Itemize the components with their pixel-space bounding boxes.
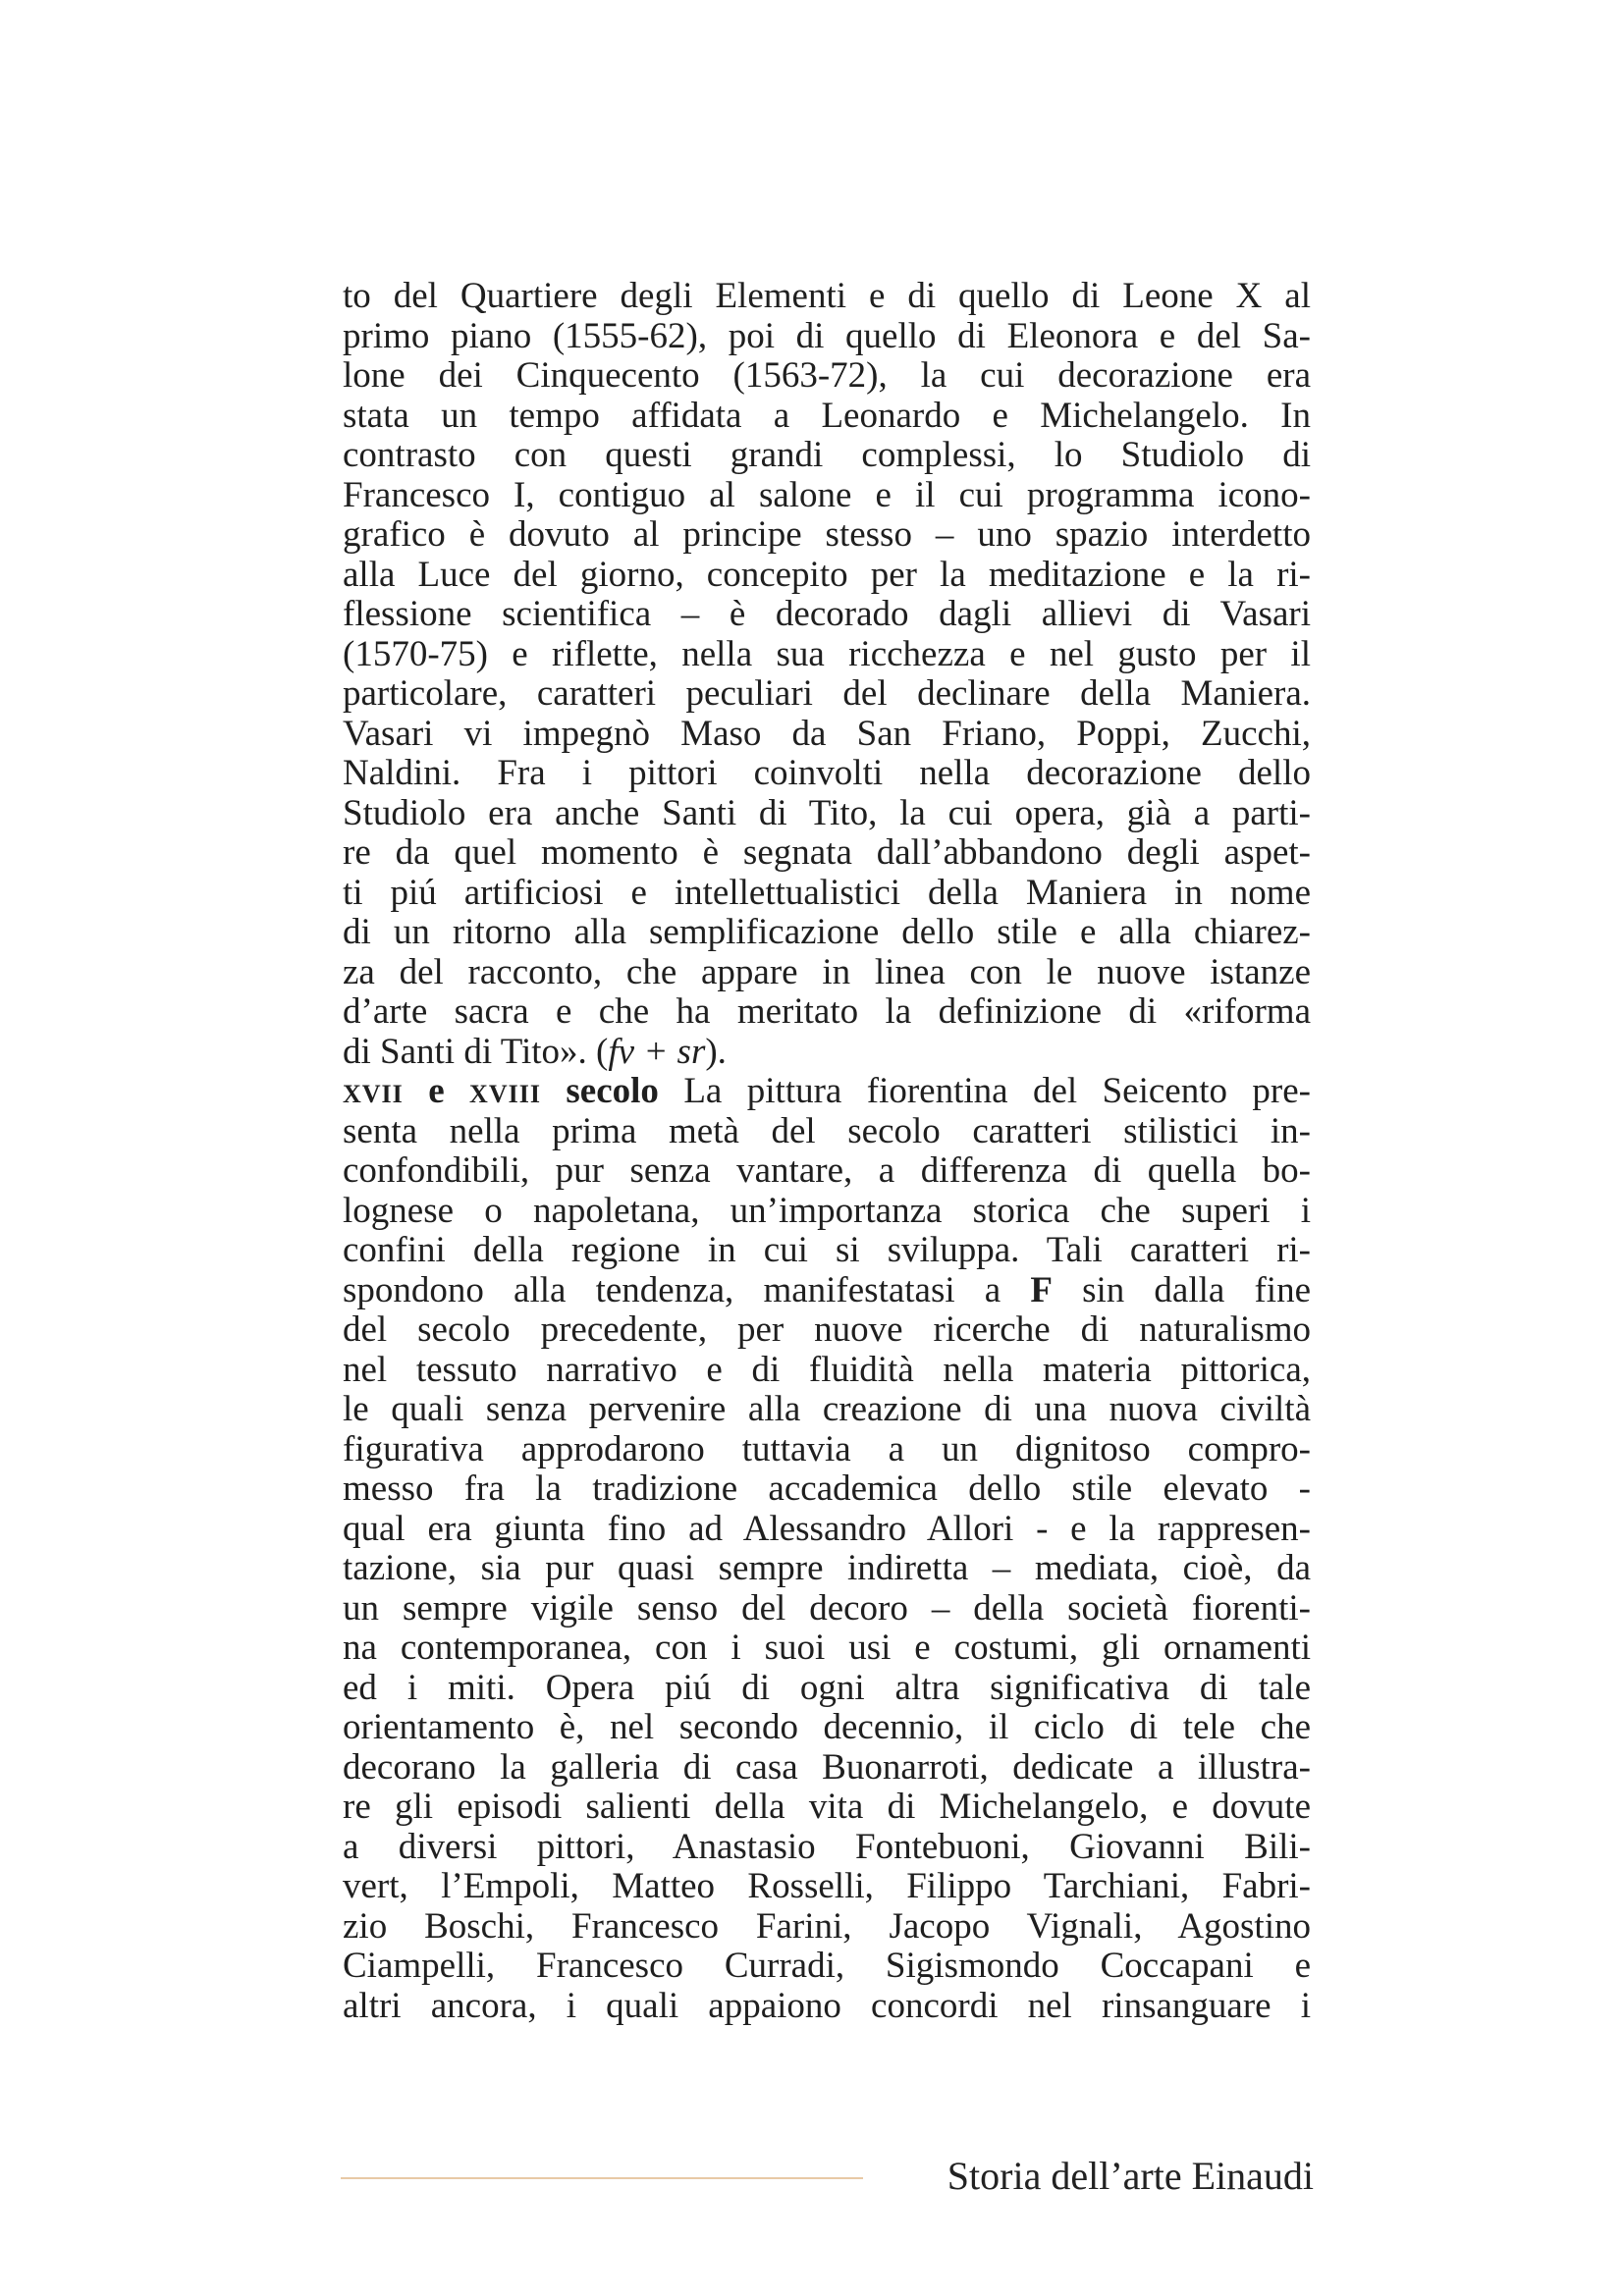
footer-title: Storia dell’arte Einaudi bbox=[947, 2154, 1314, 2198]
text-line: decorano la galleria di casa Buonarroti, dedicate a illustra- bbox=[343, 1746, 1311, 1788]
text-line: vert, l’Empoli, Matteo Rosselli, Filippo Tarchiani, Fabri- bbox=[343, 1866, 1311, 1906]
section-heading: e bbox=[403, 1071, 470, 1111]
text-line: a diversi pittori, Anastasio Fontebuoni, Giovanni Bili- bbox=[343, 1826, 1311, 1867]
text-segment: La pittura fiorentina del Seicento pre- bbox=[683, 1071, 1311, 1111]
text-line: alla Luce del giorno, concepito per la meditazione e la ri- bbox=[343, 554, 1311, 595]
section-heading: xviii bbox=[469, 1071, 541, 1111]
text-line bbox=[343, 1271, 1311, 1311]
text-line: re gli episodi salienti della vita di Michelangelo, e dovute bbox=[343, 1787, 1311, 1827]
text-line: le quali senza pervenire alla creazione di una nuova civiltà bbox=[343, 1389, 1311, 1429]
section-heading: xvii bbox=[343, 1071, 404, 1111]
text-line: confini della regione in cui si sviluppa. Tali caratteri ri- bbox=[343, 1230, 1311, 1270]
text-line: Ciampelli, Francesco Curradi, Sigismondo Coccapani e bbox=[343, 1946, 1311, 1986]
text-line: re da quel momento è segnata dall’abbandono degli aspet- bbox=[343, 832, 1311, 873]
text-line: messo fra la tradizione accademica dello stile elevato - bbox=[343, 1468, 1311, 1509]
text-line: lognese o napoletana, un’importanza storica che superi i bbox=[343, 1190, 1311, 1231]
place-abbrev: F bbox=[1030, 1269, 1053, 1310]
text-line: za del racconto, che appare in linea con le nuove istanze bbox=[343, 951, 1311, 992]
text-line: stata un tempo affidata a Leonardo e Michelangelo. In bbox=[343, 395, 1311, 436]
text-line bbox=[343, 1072, 1311, 1112]
text-line: primo piano (1555-62), poi di quello di Eleonora e del Sa- bbox=[343, 315, 1311, 356]
text-line: ed i miti. Opera piú di ogni altra significativa di tale bbox=[343, 1667, 1311, 1708]
text-line: senta nella prima metà del secolo caratteri stilistici in- bbox=[343, 1110, 1311, 1151]
text-line: di un ritorno alla semplificazione dello stile e alla chiarez- bbox=[343, 912, 1311, 952]
text-line: Studiolo era anche Santi di Tito, la cui opera, già a parti- bbox=[343, 792, 1311, 833]
text-line: tazione, sia pur quasi sempre indiretta – mediata, cioè, da bbox=[343, 1548, 1311, 1588]
text-segment: ). bbox=[705, 1031, 727, 1072]
text-line: d’arte sacra e che ha meritato la definizione di «riforma bbox=[343, 991, 1311, 1032]
text-line: grafico è dovuto al principe stesso – uno spazio interdetto bbox=[343, 514, 1311, 555]
text-line: altri ancora, i quali appaiono concordi nel rinsanguare i bbox=[343, 1985, 1311, 2026]
text-line: particolare, caratteri peculiari del declinare della Maniera. bbox=[343, 673, 1311, 714]
text-line: figurativa approdarono tuttavia a un dignitoso compro- bbox=[343, 1428, 1311, 1469]
section-heading: secolo bbox=[540, 1071, 684, 1111]
author-initials: fv + sr bbox=[608, 1031, 706, 1072]
footer-rule bbox=[341, 2177, 863, 2179]
text-line: confondibili, pur senza vantare, a differenza di quella bo- bbox=[343, 1150, 1311, 1191]
text-line: un sempre vigile senso del decoro – della società fiorenti- bbox=[343, 1587, 1311, 1629]
text-line: to del Quartiere degli Elementi e di quello di Leone X al bbox=[343, 276, 1311, 316]
text-line: nel tessuto narrativo e di fluidità nella materia pittorica, bbox=[343, 1349, 1311, 1390]
text-segment: di Santi di Tito». ( bbox=[343, 1031, 609, 1072]
text-line: flessione scientifica – è decorado dagli allievi di Vasari bbox=[343, 594, 1311, 634]
body-text bbox=[343, 277, 1311, 2026]
text-line: (1570-75) e riflette, nella sua ricchezza e nel gusto per il bbox=[343, 633, 1311, 674]
text-segment: spondono alla tendenza, manifestatasi a bbox=[343, 1269, 1031, 1310]
text-line: qual era giunta fino ad Alessandro Allori - e la rappresen- bbox=[343, 1508, 1311, 1549]
text-segment: sin dalla fine bbox=[1052, 1269, 1311, 1310]
text-line: Naldini. Fra i pittori coinvolti nella decorazione dello bbox=[343, 753, 1311, 793]
text-line: lone dei Cinquecento (1563-72), la cui decorazione era bbox=[343, 355, 1311, 396]
text-line: Vasari vi impegnò Maso da San Friano, Poppi, Zucchi, bbox=[343, 713, 1311, 754]
text-line: Francesco I, contiguo al salone e il cui programma icono- bbox=[343, 474, 1311, 515]
text-line: zio Boschi, Francesco Farini, Jacopo Vignali, Agostino bbox=[343, 1905, 1311, 1947]
text-line: contrasto con questi grandi complessi, lo Studiolo di bbox=[343, 435, 1311, 475]
text-line: orientamento è, nel secondo decennio, il ciclo di tele che bbox=[343, 1707, 1311, 1747]
text-line bbox=[343, 1033, 1311, 1073]
text-line: del secolo precedente, per nuove ricerche di naturalismo bbox=[343, 1309, 1311, 1350]
text-line: ti piú artificiosi e intellettualistici della Maniera in nome bbox=[343, 872, 1311, 913]
text-line: na contemporanea, con i suoi usi e costumi, gli ornamenti bbox=[343, 1628, 1311, 1668]
